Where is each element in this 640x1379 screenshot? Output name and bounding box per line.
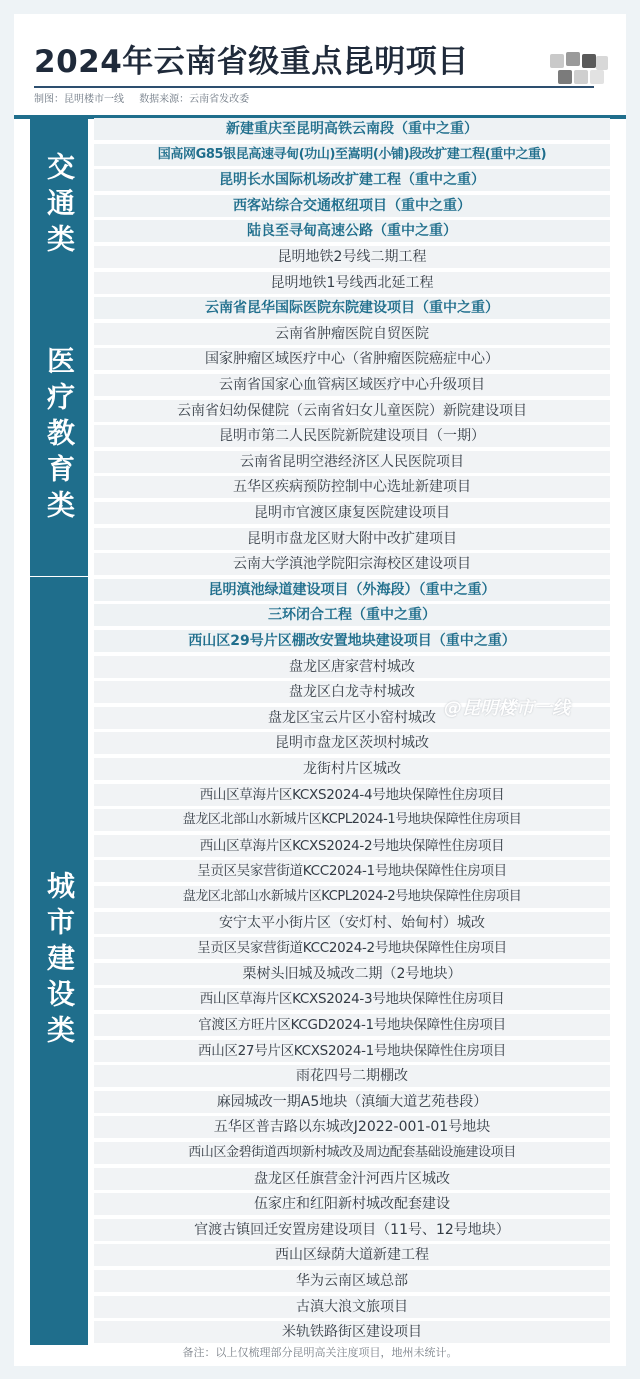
page-title: 2024年云南省级重点昆明项目: [34, 44, 469, 80]
blurred-logo-icon: [550, 52, 612, 86]
project-row: 呈贡区吴家营街道KCC2024-2号地块保障性住房项目: [94, 937, 610, 959]
project-row: 盘龙区唐家营村城改: [94, 656, 610, 678]
project-row: 三环闭合工程（重中之重）: [94, 604, 610, 626]
credits: [34, 90, 261, 105]
project-row: 栗树头旧城及城改二期（2号地块）: [94, 963, 610, 985]
project-row: 西山区29号片区棚改安置地块建设项目（重中之重）: [94, 630, 610, 652]
project-row: 昆明市盘龙区茨坝村城改: [94, 732, 610, 754]
project-row: 昆明地铁1号线西北延工程: [94, 272, 610, 294]
project-row: 龙街村片区城改: [94, 758, 610, 780]
project-row: 西山区草海片区KCXS2024-4号地块保障性住房项目: [94, 784, 610, 806]
project-row: 西山区草海片区KCXS2024-2号地块保障性住房项目: [94, 835, 610, 857]
project-row: 盘龙区白龙寺村城改: [94, 681, 610, 703]
project-row: 盘龙区北部山水新城片区KCPL2024-2号地块保障性住房项目: [94, 886, 610, 908]
infographic-card: [14, 14, 626, 1366]
project-row: 西山区金碧街道西坝新村城改及周边配套基础设施建设项目: [94, 1142, 610, 1164]
project-row: 云南省昆明空港经济区人民医院项目: [94, 451, 610, 473]
category-label: [30, 295, 88, 577]
project-row: 安宁太平小街片区（安灯村、始甸村）城改: [94, 912, 610, 934]
project-row: 西山区草海片区KCXS2024-3号地块保障性住房项目: [94, 988, 610, 1010]
project-row: 昆明市第二人民医院新院建设项目（一期）: [94, 425, 610, 447]
project-row: 昆明长水国际机场改扩建工程（重中之重）: [94, 169, 610, 191]
project-row: 盘龙区宝云片区小窑村城改: [94, 707, 610, 729]
project-row: 国高网G85银昆高速寻甸(功山)至嵩明(小铺)段改扩建工程(重中之重): [94, 144, 610, 166]
project-row: 昆明市官渡区康复医院建设项目: [94, 502, 610, 524]
project-row: 盘龙区任旗营金汁河西片区城改: [94, 1168, 610, 1190]
credit-source: 数据来源：云南省发改委: [139, 94, 250, 105]
project-row: 云南省昆华国际医院东院建设项目（重中之重）: [94, 297, 610, 319]
project-row: 云南大学滇池学院阳宗海校区建设项目: [94, 553, 610, 575]
category-name: 交通类: [43, 151, 76, 260]
project-row: 昆明滇池绿道建设项目（外海段）（重中之重）: [94, 579, 610, 601]
project-row: 西山区27号片区KCXS2024-1号地块保障性住房项目: [94, 1040, 610, 1062]
footer-note: 备注：以上仅梳理部分昆明高关注度项目，地州未统计。: [182, 1346, 458, 1359]
project-row: 五华区疾病预防控制中心选址新建项目: [94, 476, 610, 498]
project-row: 官渡古镇回迁安置房建设项目（11号、12号地块）: [94, 1219, 610, 1241]
category-label: [30, 577, 88, 1345]
project-row: 云南省国家心血管病区域医疗中心升级项目: [94, 374, 610, 396]
category-name: 医疗教育类: [43, 346, 76, 527]
project-row: 昆明市盘龙区财大附中改扩建项目: [94, 528, 610, 550]
project-row: 云南省妇幼保健院（云南省妇女儿童医院）新院建设项目: [94, 400, 610, 422]
title-underline: [34, 86, 594, 88]
project-row: 华为云南区域总部: [94, 1270, 610, 1292]
project-row: 昆明地铁2号线二期工程: [94, 246, 610, 268]
credit-maker: 制图：昆明楼市一线: [34, 94, 124, 105]
category-label: [30, 116, 88, 296]
project-row: 西山区绿荫大道新建工程: [94, 1244, 610, 1266]
project-row: 五华区普吉路以东城改J2022-001-01号地块: [94, 1116, 610, 1138]
project-row: 云南省肿瘤医院自贸医院: [94, 323, 610, 345]
header: [14, 14, 626, 106]
project-row: 西客站综合交通枢纽项目（重中之重）: [94, 195, 610, 217]
project-row: 盘龙区北部山水新城片区KCPL2024-1号地块保障性住房项目: [94, 809, 610, 831]
project-row: 国家肿瘤区域医疗中心（省肿瘤医院癌症中心）: [94, 348, 610, 370]
project-row: 雨花四号二期棚改: [94, 1065, 610, 1087]
watermark: @昆明楼市一线: [444, 698, 570, 719]
project-row: 官渡区方旺片区KCGD2024-1号地块保障性住房项目: [94, 1014, 610, 1036]
project-row: 新建重庆至昆明高铁云南段（重中之重）: [94, 118, 610, 140]
project-row: 古滇大浪文旅项目: [94, 1296, 610, 1318]
project-row: 陆良至寻甸高速公路（重中之重）: [94, 220, 610, 242]
category-name: 城市建设类: [43, 870, 76, 1051]
project-row: 伍家庄和红阳新村城改配套建设: [94, 1193, 610, 1215]
project-row: 麻园城改一期A5地块（滇缅大道艺苑巷段）: [94, 1091, 610, 1113]
project-row: 呈贡区吴家营街道KCC2024-1号地块保障性住房项目: [94, 860, 610, 882]
project-row: 米轨铁路街区建设项目: [94, 1321, 610, 1343]
